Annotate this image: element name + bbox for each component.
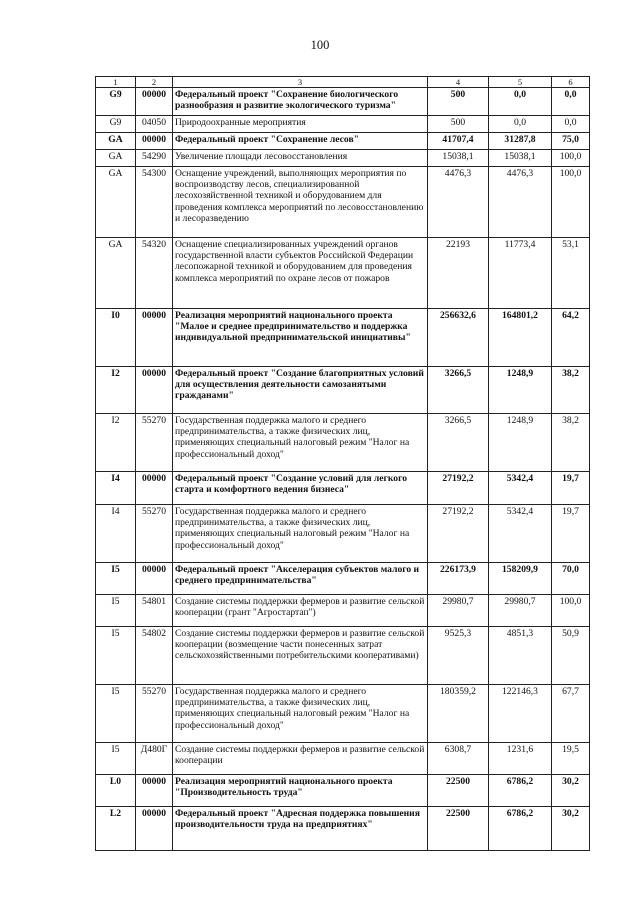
table-row (96, 472, 590, 505)
row-percent: 100,0 (552, 167, 590, 238)
row-percent: 30,2 (552, 775, 590, 807)
row-planned-value: 22193 (428, 238, 489, 309)
table-row (96, 595, 590, 627)
row-percent: 50,9 (552, 627, 590, 685)
row-code: G9 (96, 88, 136, 116)
row-percent: 19,7 (552, 472, 590, 505)
row-subcode: 00000 (136, 563, 173, 595)
row-code: I5 (96, 685, 136, 743)
table-row (96, 505, 590, 563)
row-subcode: 00000 (136, 88, 173, 116)
row-actual-value: 0,0 (489, 116, 552, 133)
row-actual-value: 158209,9 (489, 563, 552, 595)
row-code: GA (96, 150, 136, 167)
row-description: Федеральный проект "Акселерация субъектов малого и среднего предпринимательства" (173, 563, 428, 595)
row-description: Федеральный проект "Сохранение лесов" (173, 133, 428, 150)
row-code: I5 (96, 595, 136, 627)
row-code: I5 (96, 563, 136, 595)
row-percent: 0,0 (552, 116, 590, 133)
row-code: I2 (96, 414, 136, 472)
row-description: Реализация мероприятий национального проекта "Малое и среднее предпринимательство и поддержка индивидуальной предпринимательской инициативы" (173, 309, 428, 367)
row-description: Реализация мероприятий национального проекта "Производительность труда" (173, 775, 428, 807)
row-subcode: 55270 (136, 505, 173, 563)
table-row (96, 414, 590, 472)
row-planned-value: 4476,3 (428, 167, 489, 238)
row-actual-value: 11773,4 (489, 238, 552, 309)
row-planned-value: 256632,6 (428, 309, 489, 367)
row-description: Федеральный проект "Создание благоприятных условий для осуществления деятельности самозанятыми гражданами" (173, 367, 428, 414)
row-actual-value: 15038,1 (489, 150, 552, 167)
column-header: 2 (136, 77, 173, 88)
row-code: I0 (96, 309, 136, 367)
row-percent: 38,2 (552, 414, 590, 472)
row-actual-value: 5342,4 (489, 505, 552, 563)
row-percent: 100,0 (552, 595, 590, 627)
row-planned-value: 27192,2 (428, 505, 489, 563)
row-percent: 19,7 (552, 505, 590, 563)
row-description: Федеральный проект "Создание условий для легкого старта и комфортного ведения бизнеса" (173, 472, 428, 505)
row-actual-value: 31287,8 (489, 133, 552, 150)
table-row (96, 116, 590, 133)
row-subcode: 54320 (136, 238, 173, 309)
row-code: I4 (96, 505, 136, 563)
table-row (96, 309, 590, 367)
row-actual-value: 1248,9 (489, 367, 552, 414)
row-percent: 0,0 (552, 88, 590, 116)
row-code: GA (96, 133, 136, 150)
table-row (96, 88, 590, 116)
row-actual-value: 6786,2 (489, 775, 552, 807)
row-subcode: 55270 (136, 414, 173, 472)
row-description: Государственная поддержка малого и среднего предпринимательства, а также физических лиц, применяющих специальный налоговый режим "Налог на профессиональный доход" (173, 414, 428, 472)
row-subcode: 00000 (136, 775, 173, 807)
row-description: Федеральный проект "Адресная поддержка повышения производительности труда на предприятиях" (173, 807, 428, 851)
table-row (96, 238, 590, 309)
row-code: L0 (96, 775, 136, 807)
row-subcode: 54801 (136, 595, 173, 627)
page-number: 100 (310, 38, 330, 52)
row-code: GA (96, 167, 136, 238)
column-header: 1 (96, 77, 136, 88)
row-planned-value: 500 (428, 88, 489, 116)
row-subcode: 00000 (136, 309, 173, 367)
row-planned-value: 6308,7 (428, 743, 489, 775)
row-planned-value: 9525,3 (428, 627, 489, 685)
table-header-row (96, 77, 590, 88)
row-subcode: 55270 (136, 685, 173, 743)
row-actual-value: 0,0 (489, 88, 552, 116)
row-subcode: 54300 (136, 167, 173, 238)
row-percent: 53,1 (552, 238, 590, 309)
row-code: I2 (96, 367, 136, 414)
row-actual-value: 29980,7 (489, 595, 552, 627)
row-planned-value: 29980,7 (428, 595, 489, 627)
row-actual-value: 1231,6 (489, 743, 552, 775)
row-actual-value: 6786,2 (489, 807, 552, 851)
table-row (96, 743, 590, 775)
row-planned-value: 15038,1 (428, 150, 489, 167)
row-code: L2 (96, 807, 136, 851)
row-subcode: Д480Г (136, 743, 173, 775)
table-row (96, 167, 590, 238)
budget-table (95, 76, 590, 851)
row-description: Оснащение учреждений, выполняющих мероприятия по воспроизводству лесов, специализированной лесохозяйственной техникой и оборудованием для проведения комплекса мероприятий по лесовосстановлению и лесоразведению (173, 167, 428, 238)
row-planned-value: 41707,4 (428, 133, 489, 150)
row-description: Создание системы поддержки фермеров и развитие сельской кооперации (возмещение части понесенных затрат сельскохозяйственными потребительскими кооперативами) (173, 627, 428, 685)
row-description: Создание системы поддержки фермеров и развитие сельской кооперации (грант "Агростартап") (173, 595, 428, 627)
row-description: Создание системы поддержки фермеров и развитие сельской кооперации (173, 743, 428, 775)
row-subcode: 00000 (136, 472, 173, 505)
table-row (96, 150, 590, 167)
row-code: I5 (96, 627, 136, 685)
row-code: I5 (96, 743, 136, 775)
row-actual-value: 4476,3 (489, 167, 552, 238)
row-subcode: 54290 (136, 150, 173, 167)
row-description: Увеличение площади лесовосстановления (173, 150, 428, 167)
row-percent: 70,0 (552, 563, 590, 595)
row-percent: 75,0 (552, 133, 590, 150)
row-planned-value: 22500 (428, 775, 489, 807)
column-header: 6 (552, 77, 590, 88)
table-row (96, 685, 590, 743)
row-actual-value: 164801,2 (489, 309, 552, 367)
row-planned-value: 3266,5 (428, 414, 489, 472)
row-description: Государственная поддержка малого и среднего предпринимательства, а также физических лиц, применяющих специальный налоговый режим "Налог на профессиональный доход" (173, 505, 428, 563)
row-planned-value: 27192,2 (428, 472, 489, 505)
table-body (96, 77, 590, 851)
row-subcode: 04050 (136, 116, 173, 133)
row-subcode: 00000 (136, 133, 173, 150)
row-percent: 100,0 (552, 150, 590, 167)
row-percent: 19,5 (552, 743, 590, 775)
row-description: Природоохранные мероприятия (173, 116, 428, 133)
table-row (96, 627, 590, 685)
row-code: G9 (96, 116, 136, 133)
table-row (96, 367, 590, 414)
row-subcode: 00000 (136, 807, 173, 851)
column-header: 4 (428, 77, 489, 88)
table-row (96, 563, 590, 595)
row-planned-value: 226173,9 (428, 563, 489, 595)
column-header: 5 (489, 77, 552, 88)
row-subcode: 54802 (136, 627, 173, 685)
row-percent: 38,2 (552, 367, 590, 414)
row-actual-value: 5342,4 (489, 472, 552, 505)
row-description: Федеральный проект "Сохранение биологического разнообразия и развитие экологического туризма" (173, 88, 428, 116)
row-planned-value: 22500 (428, 807, 489, 851)
row-percent: 67,7 (552, 685, 590, 743)
row-actual-value: 4851,3 (489, 627, 552, 685)
row-subcode: 00000 (136, 367, 173, 414)
row-actual-value: 122146,3 (489, 685, 552, 743)
row-description: Государственная поддержка малого и среднего предпринимательства, а также физических лиц, применяющих специальный налоговый режим "Налог на профессиональный доход" (173, 685, 428, 743)
row-description: Оснащение специализированных учреждений органов государственной власти субъектов Российской Федерации лесопожарной техникой и оборудованием для проведения комплекса мероприятий по охране лесов от пожаров (173, 238, 428, 309)
row-actual-value: 1248,9 (489, 414, 552, 472)
row-code: GA (96, 238, 136, 309)
row-code: I4 (96, 472, 136, 505)
table-row (96, 775, 590, 807)
column-header: 3 (173, 77, 428, 88)
row-planned-value: 500 (428, 116, 489, 133)
table-row (96, 807, 590, 851)
row-percent: 30,2 (552, 807, 590, 851)
row-planned-value: 3266,5 (428, 367, 489, 414)
row-percent: 64,2 (552, 309, 590, 367)
row-planned-value: 180359,2 (428, 685, 489, 743)
table-row (96, 133, 590, 150)
